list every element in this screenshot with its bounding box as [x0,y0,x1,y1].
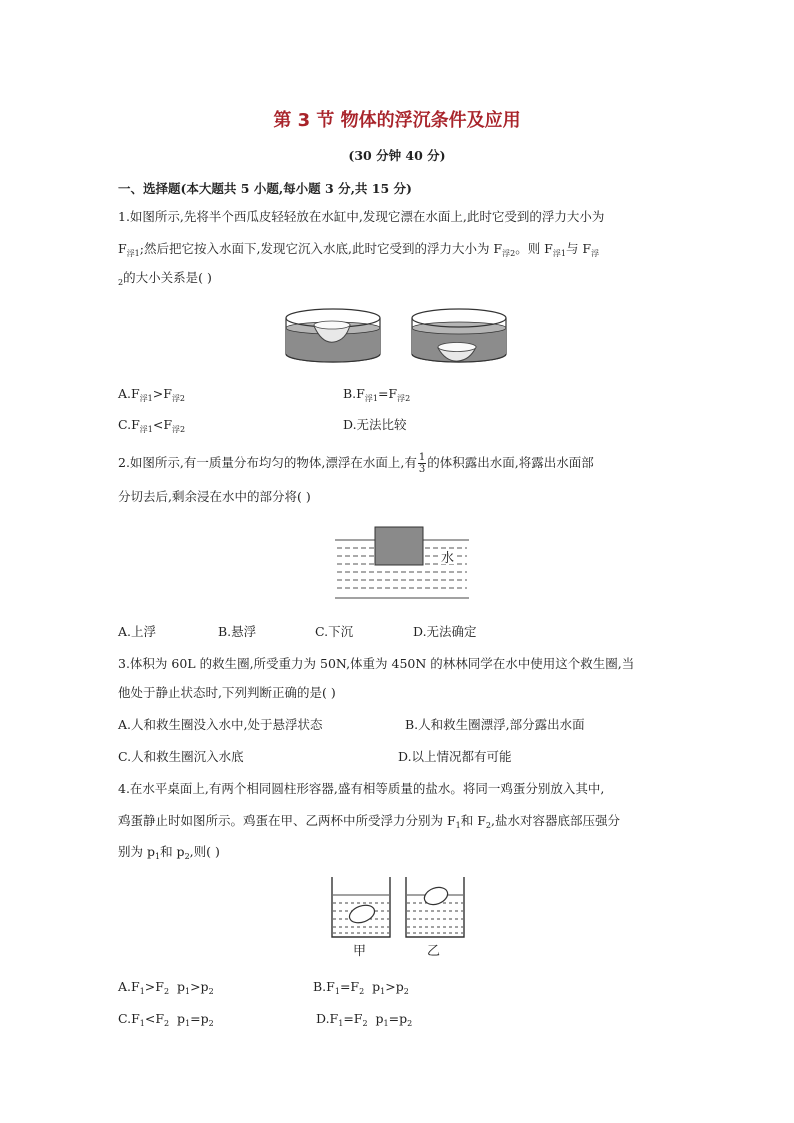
q2-option-b[interactable]: B.悬浮 [218,624,257,639]
q1-figure [280,300,520,368]
q3-option-a[interactable]: A.人和救生圈没入水中,处于悬浮状态 [118,717,323,732]
q3-line1: 3.体积为 60L 的救生圈,所受重力为 50N,体重为 450N 的林林同学在水中使用这个救生圈,当 [118,656,635,671]
q4-line2: 鸡蛋静止时如图所示。鸡蛋在甲、乙两杯中所受浮力分别为 $F_1$和 $F_2$,盐水对容器底部压强分 [118,813,620,830]
water-label: 水 [441,551,455,566]
q4-line3: 别为 $p_1$和 $p_2$,则( ) [118,844,220,861]
q1-option-b[interactable]: $B.F_{浮1}=F_{浮2}$ [343,386,411,403]
q2-option-a[interactable]: A.上浮 [118,624,157,639]
q1-option-c[interactable]: $C.F_{浮1}<F_{浮2}$ [118,417,186,434]
q2-option-c[interactable]: C.下沉 [315,624,354,639]
q1-line1: 1.如图所示,先将半个西瓜皮轻轻放在水缸中,发现它漂在水面上,此时它受到的浮力大小为 [118,209,605,224]
label-jia: 甲 [353,944,367,959]
time-info: (30 分钟 40 分) [348,148,446,163]
q4-line1: 4.在水平桌面上,有两个相同圆柱形容器,盛有相等质量的盐水。将同一鸡蛋分别放入其中, [118,781,605,796]
q3-option-c[interactable]: C.人和救生圈沉入水底 [118,749,244,764]
q1-line3: $_2$的大小关系是( ) [118,270,212,287]
tank-left-floating [286,309,380,362]
q4-option-c[interactable]: $C.F_1<F_2$ $p_1=p_2$ [118,1011,214,1028]
label-yi: 乙 [427,944,441,959]
beaker-jia [332,877,390,959]
q4-figure [326,873,472,963]
beaker-yi [406,877,464,959]
q3-line2: 他处于静止状态时,下列判断正确的是( ) [118,685,336,700]
floating-block [375,527,423,565]
q2-figure [332,524,472,604]
q3-option-d[interactable]: D.以上情况都有可能 [398,749,512,764]
q1-line2: $F_{浮1}$;然后把它按入水面下,发现它沉入水底,此时它受到的浮力大小为 $F_{浮2}$。则 $F_{浮1}$与 $F_浮$ [118,241,600,258]
tank-right-sunk [412,309,506,362]
q2-line1: 2.如图所示,有一质量分布均匀的物体,漂浮在水面上,有 $\frac{1}{3}$ 的体积露出水面,将露出水面部 [118,452,594,475]
q2-line2: 分切去后,剩余浸在水中的部分将( ) [118,489,311,504]
q4-option-d[interactable]: $D.F_1=F_2$ $p_1=p_2$ [316,1011,413,1028]
q4-option-b[interactable]: $B.F_1=F_2$ $p_1>p_2$ [313,979,409,996]
section-heading: 一、选择题(本大题共 5 小题,每小题 3 分,共 15 分) [118,181,412,196]
q1-option-a[interactable]: $A.F_{浮1}>F_{浮2}$ [118,386,186,403]
fraction-one-third: $\frac{1}{3}$ [418,452,426,475]
page-title: 第 3 节 物体的浮沉条件及应用 [273,110,521,131]
egg-yi [422,884,450,907]
q3-option-b[interactable]: B.人和救生圈漂浮,部分露出水面 [405,717,585,732]
q4-option-a[interactable]: $A.F_1>F_2$ $p_1>p_2$ [118,979,214,996]
q1-option-d[interactable]: D.无法比较 [343,417,407,432]
q2-option-d[interactable]: D.无法确定 [413,624,477,639]
egg-jia [347,902,377,926]
